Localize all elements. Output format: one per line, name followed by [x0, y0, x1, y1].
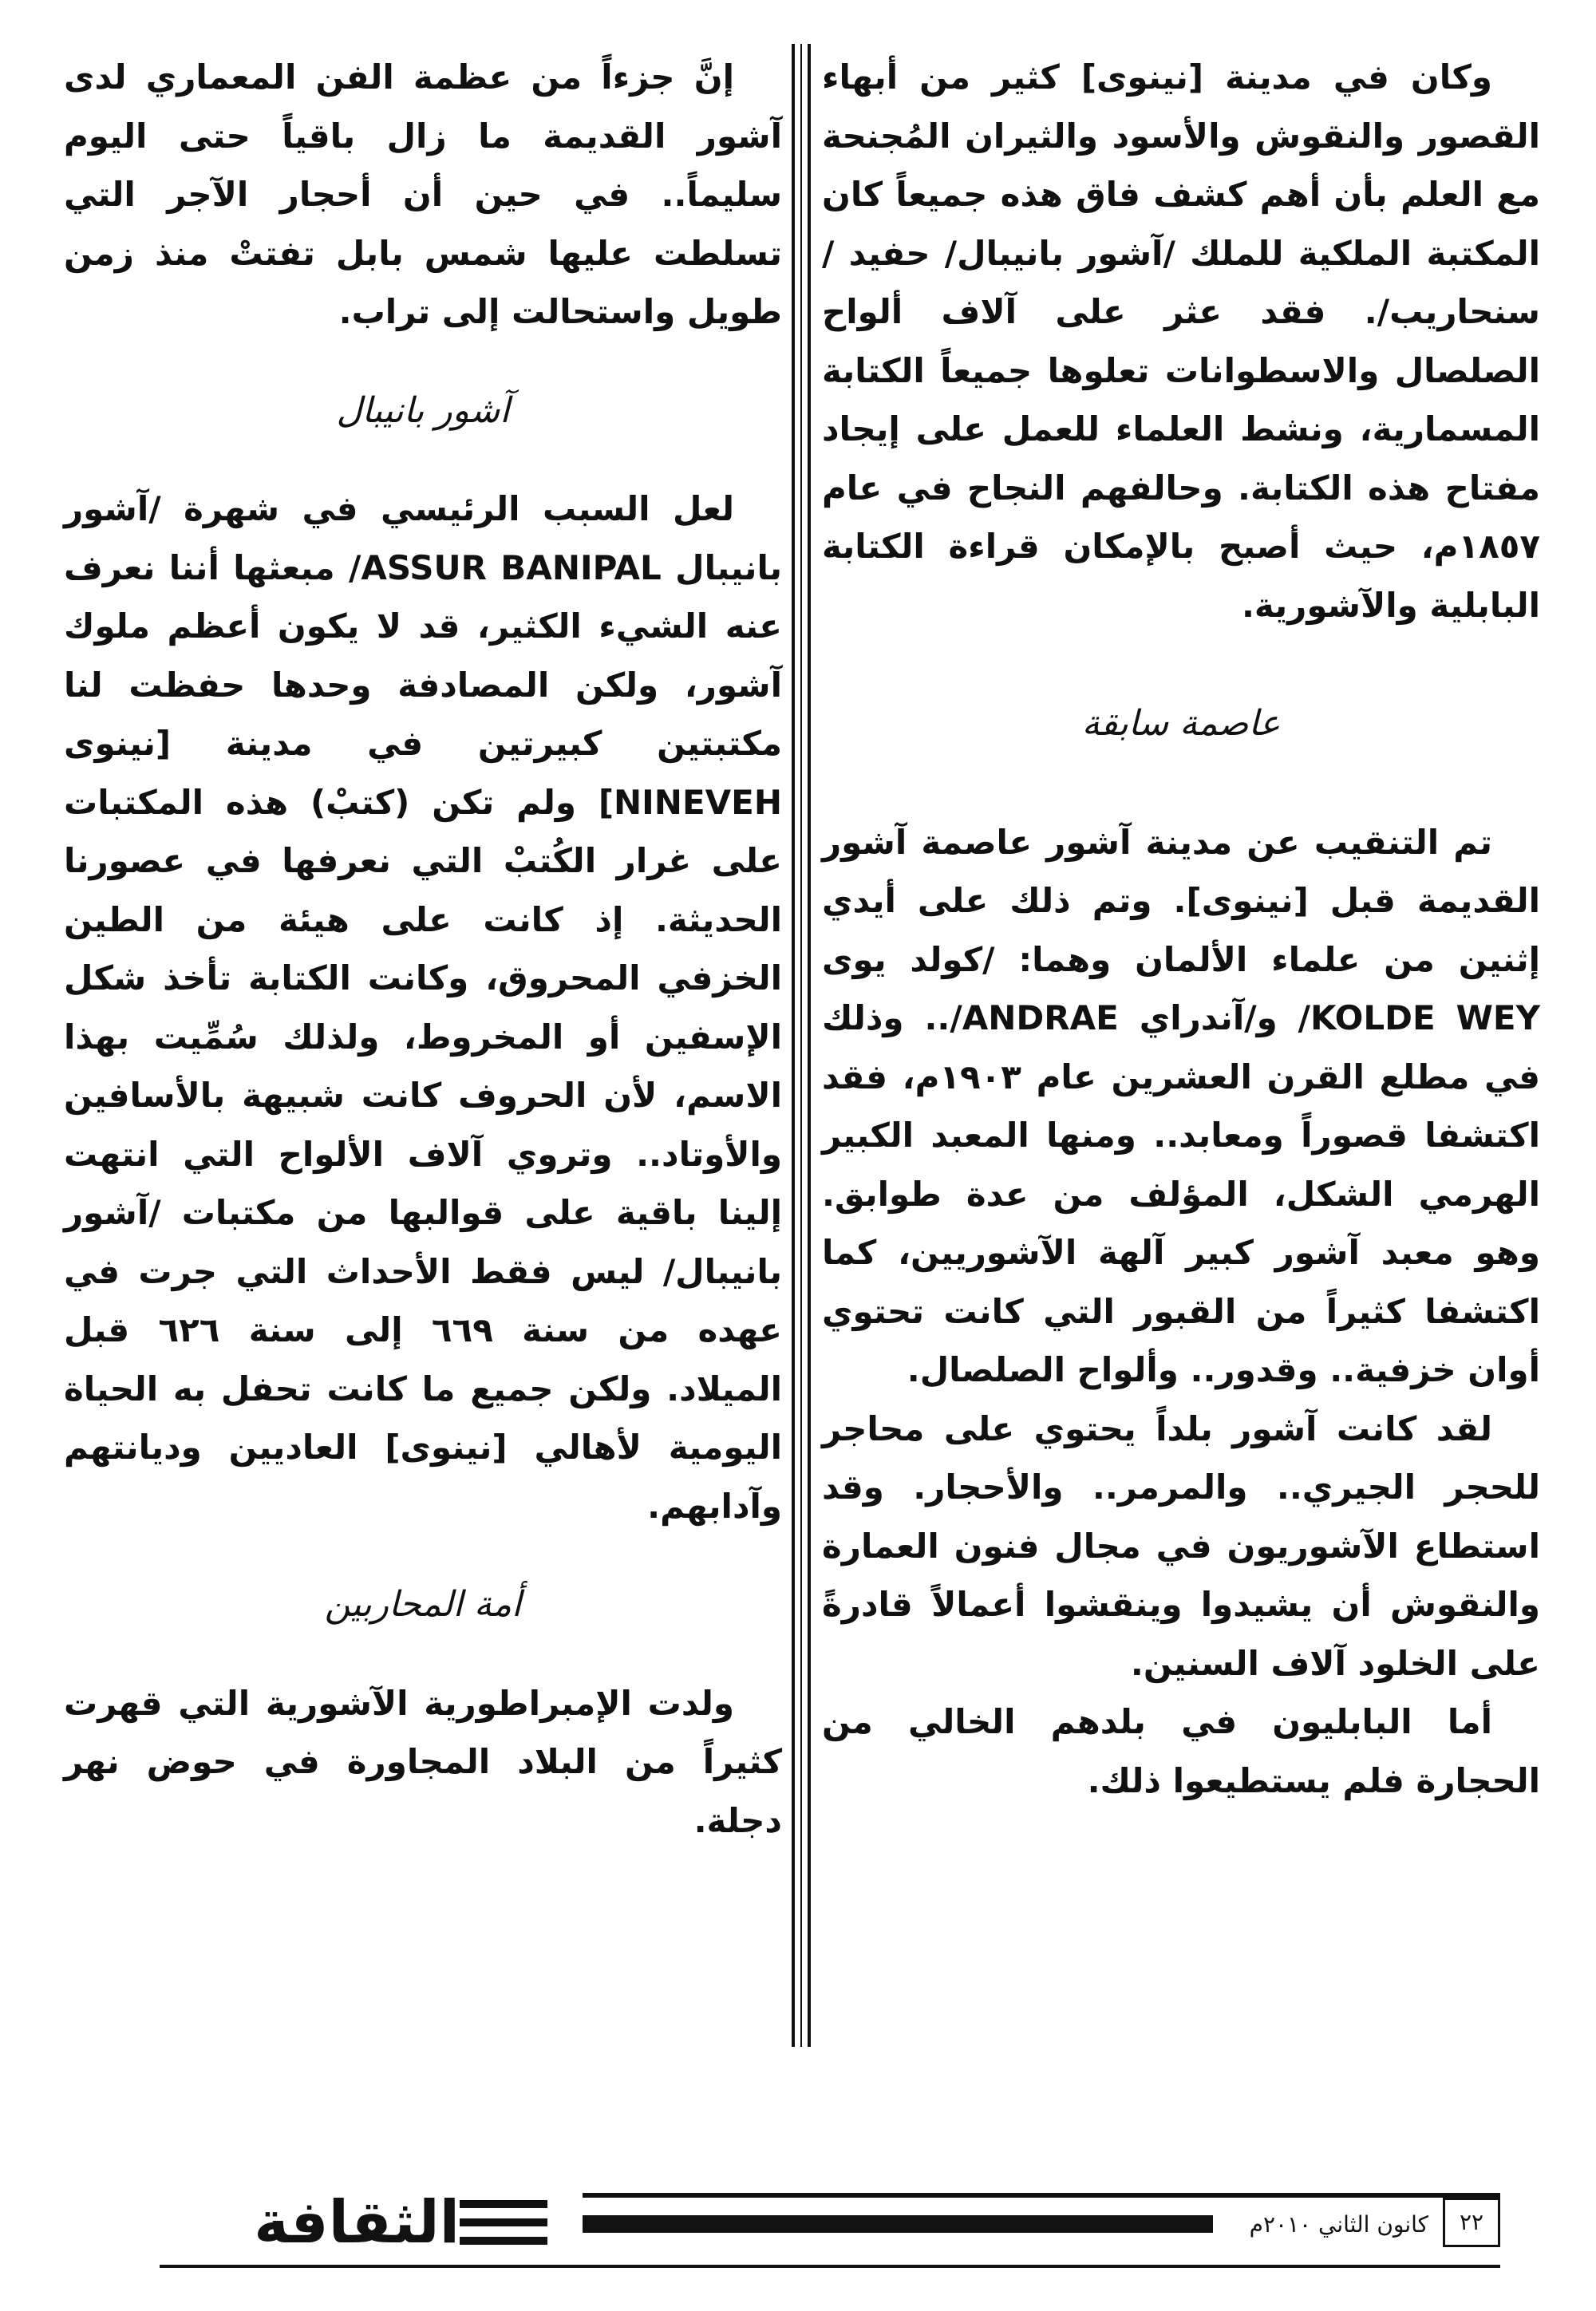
footer-rules [583, 2193, 1500, 2254]
paragraph: إنَّ جزءاً من عظمة الفن المعماري لدى آشور القديمة ما زال باقياً حتى اليوم سليماً.. في حين أن أحجار الآجر التي تسلطت عليها شمس بابل تفتتْ منذ زمن طويل واستحالت إلى تراب. [64, 57, 782, 331]
page-footer [160, 2187, 1500, 2258]
logo-bars-icon [460, 2200, 547, 2245]
paragraph: لعل السبب الرئيسي في شهرة /آشور بانيبال ASSUR BANIPAL/ مبعثها أننا نعرف عنه الشيء الكثير، قد لا يكون أعظم ملوك آشور، ولكن المصادفة وحدها حفظت لنا مكتبتين كبيرتين في مدينة [نينوى NINEVEH] ولم تكن (كتبْ) هذه المكتبات على غرار الكُتبْ التي نعرفها في عصورنا الحديثة. إذ كانت على هيئة من الطين الخزفي المحروق، وكانت الكتابة تأخذ شكل الإسفين أو المخروط، ولذلك سُمِّيت بهذا الاسم، لأن الحروف كانت شبيهة بالأسافين والأوتاد.. وتروي آلاف الألواح التي انتهت إلينا باقية على قوالبها من مكتبات /آشور بانيبال/ ليس فقط الأحداث التي جرت في عهده من سنة ٦٦٩ إلى سنة ٦٢٦ قبل الميلاد. ولكن جميع ما كانت تحفل به الحياة اليومية لأهالي [نينوى] العاديين وديانتهم وآدابهم. [64, 489, 782, 1526]
paragraph: أما البابليون في بلدهم الخالي من الحجارة فلم يستطيعوا ذلك. [822, 1702, 1540, 1800]
section-heading: عاصمة سابقة [1081, 703, 1281, 744]
paragraph: تم التنقيب عن مدينة آشور عاصمة آشور القديمة قبل [نينوى]. وتم ذلك على أيدي إثنين من علماء الألمان وهما: /كولد يوى KOLDE WEY/ و/آندراي ANDRAE/.. وذلك في مطلع القرن العشرين عام ١٩٠٣م، فقد اكتشفا قصوراً ومعابد.. ومنها المعبد الكبير الهرمي الشكل، المؤلف من عدة طوابق. وهو معبد آشور كبير آلهة الآشوريين، كما اكتشفا كثيراً من القبور التي كانت تحتوي أوان خزفية.. وقدور.. وألواح الصلصال. [822, 822, 1540, 1389]
section-heading: آشور بانيبال [336, 389, 510, 431]
section-heading: أمة المحاربين [324, 1584, 522, 1625]
magazine-logo [223, 2187, 559, 2258]
page-number: ٢٢ [1443, 2198, 1500, 2247]
paragraph: ولدت الإمبراطورية الآشورية التي قهرت كثيراً من البلاد المجاورة في حوض نهر دجلة. [64, 1683, 782, 1840]
left-column [64, 48, 782, 1850]
issue-date: كانون الثاني ٢٠١٠م [1249, 2211, 1428, 2238]
paragraph: لقد كانت آشور بلداً يحتوي على محاجر للحجر الجيري.. والمرمر.. والأحجار. وقد استطاع الآشوريون في مجال فنون العمارة والنقوش أن يشيدوا وينقشوا أعمالاً قادرةً على الخلود آلاف السنين. [822, 1408, 1540, 1683]
magazine-name: الثقافة [254, 2188, 460, 2257]
right-column [822, 48, 1540, 1810]
column-divider [792, 44, 811, 2047]
paragraph: وكان في مدينة [نينوى] كثير من أبهاء القصور والنقوش والأسود والثيران المُجنحة مع العلم بأن أهم كشف فاق هذه جميعاً كان المكتبة الملكية للملك /آشور بانيبال/ حفيد /سنحاريب/. فقد عثر على آلاف ألواح الصلصال والاسطوانات تعلوها جميعاً الكتابة المسمارية، ونشط العلماء للعمل على إيجاد مفتاح هذه الكتابة. وحالفهم النجاح في عام ١٨٥٧م، حيث أصبح بالإمكان قراءة الكتابة البابلية والآشورية. [822, 57, 1540, 625]
